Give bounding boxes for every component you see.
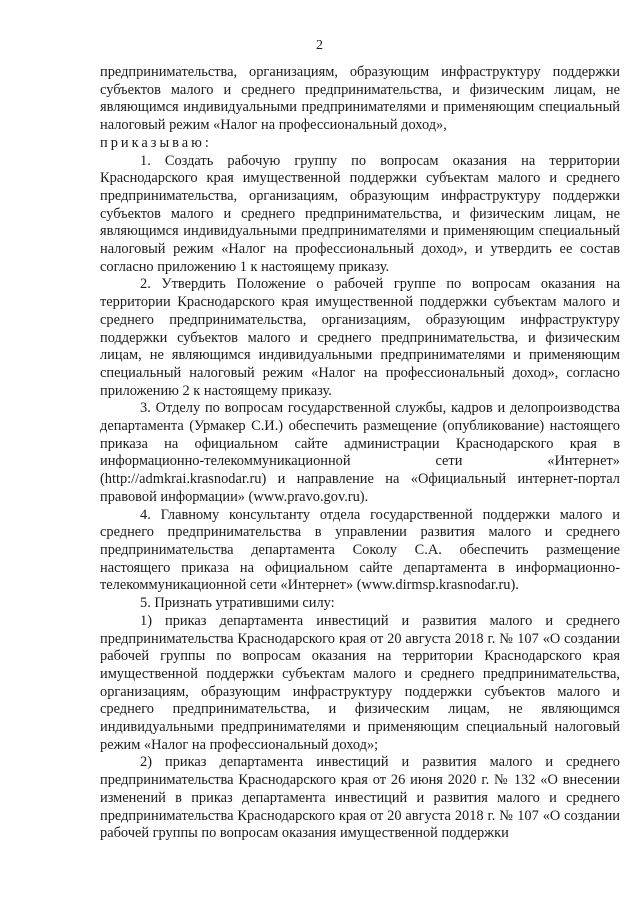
paragraph-order-word: приказываю: <box>100 134 212 151</box>
document-body <box>100 64 620 843</box>
paragraph-item-1: 1. Создать рабочую группу по вопросам оказания на территории Краснодарского края имущественной поддержки субъектам малого и среднего предпринимательства, организациям, образующим инфраструктуру поддержки субъектов малого и среднего предпринимательства, и физическим лицам, не являющимся индивидуальными предпринимателями и применяющим специальный налоговый режим «Налог на профессиональный доход», и утвердить ее состав согласно приложению 1 к настоящему приказу. <box>100 152 620 275</box>
paragraph-item-5-1: 1) приказ департамента инвестиций и развития малого и среднего предпринимательства Краснодарского края от 20 августа 2018 г. № 107 «О создании рабочей группы по вопросам оказания на территории Краснодарского края имущественной поддержки субъектам малого и среднего предпринимательства, организациям, образующим инфраструктуру поддержки субъектов малого и среднего предпринимательства, и физическим лицам, не являющимся индивидуальными предпринимателями и применяющим специальный налоговый режим «Налог на профессиональный доход»; <box>100 612 620 753</box>
paragraph-item-4: 4. Главному консультанту отдела государственной поддержки малого и среднего предпринимательства в управлении развития малого и среднего предпринимательства департамента Соколу С.А. обеспечить размещение настоящего приказа на официальном сайте департамента в информационно-телекоммуникационной сети «Интернет» (www.dirmsp.krasnodar.ru). <box>100 506 620 594</box>
paragraph-item-5: 5. Признать утратившими силу: <box>140 595 335 612</box>
paragraph-item-2: 2. Утвердить Положение о рабочей группе по вопросам оказания на территории Краснодарского края имущественной поддержки субъектам малого и среднего предпринимательства, организациям, образующим инфраструктуру поддержки субъектов малого и среднего предпринимательства, и физическим лицам, не являющимся индивидуальными предпринимателями и применяющим специальный налоговый режим «Налог на профессиональный доход», согласно приложению 2 к настоящему приказу. <box>100 276 620 399</box>
page-number: 2 <box>316 38 323 53</box>
paragraph-item-3: 3. Отделу по вопросам государственной службы, кадров и делопроизводства департамента (Урмакер С.И.) обеспечить размещение (опубликование) настоящего приказа на официальном сайте администрации Краснодарского края в информационно-телекоммуникационной сети «Интернет» (http://admkrai.krasnodar.ru) и направление на «Официальный интернет-портал правовой информации» (www.pravo.gov.ru). <box>100 400 620 505</box>
paragraph-item-5-2: 2) приказ департамента инвестиций и развития малого и среднего предпринимательства Краснодарского края от 26 июня 2020 г. № 132 «О внесении изменений в приказ департамента инвестиций и развития малого и среднего предпринимательства Краснодарского края от 20 августа 2018 г. № 107 «О создании рабочей группы по вопросам оказания имущественной поддержки <box>100 754 620 842</box>
paragraph-intro-continuation: предпринимательства, организациям, образующим инфраструктуру поддержки субъектов малого и среднего предпринимательства, и физическим лицам, не являющимся индивидуальными предпринимателями и применяющим специальный налоговый режим «Налог на профессиональный доход», <box>100 64 620 134</box>
